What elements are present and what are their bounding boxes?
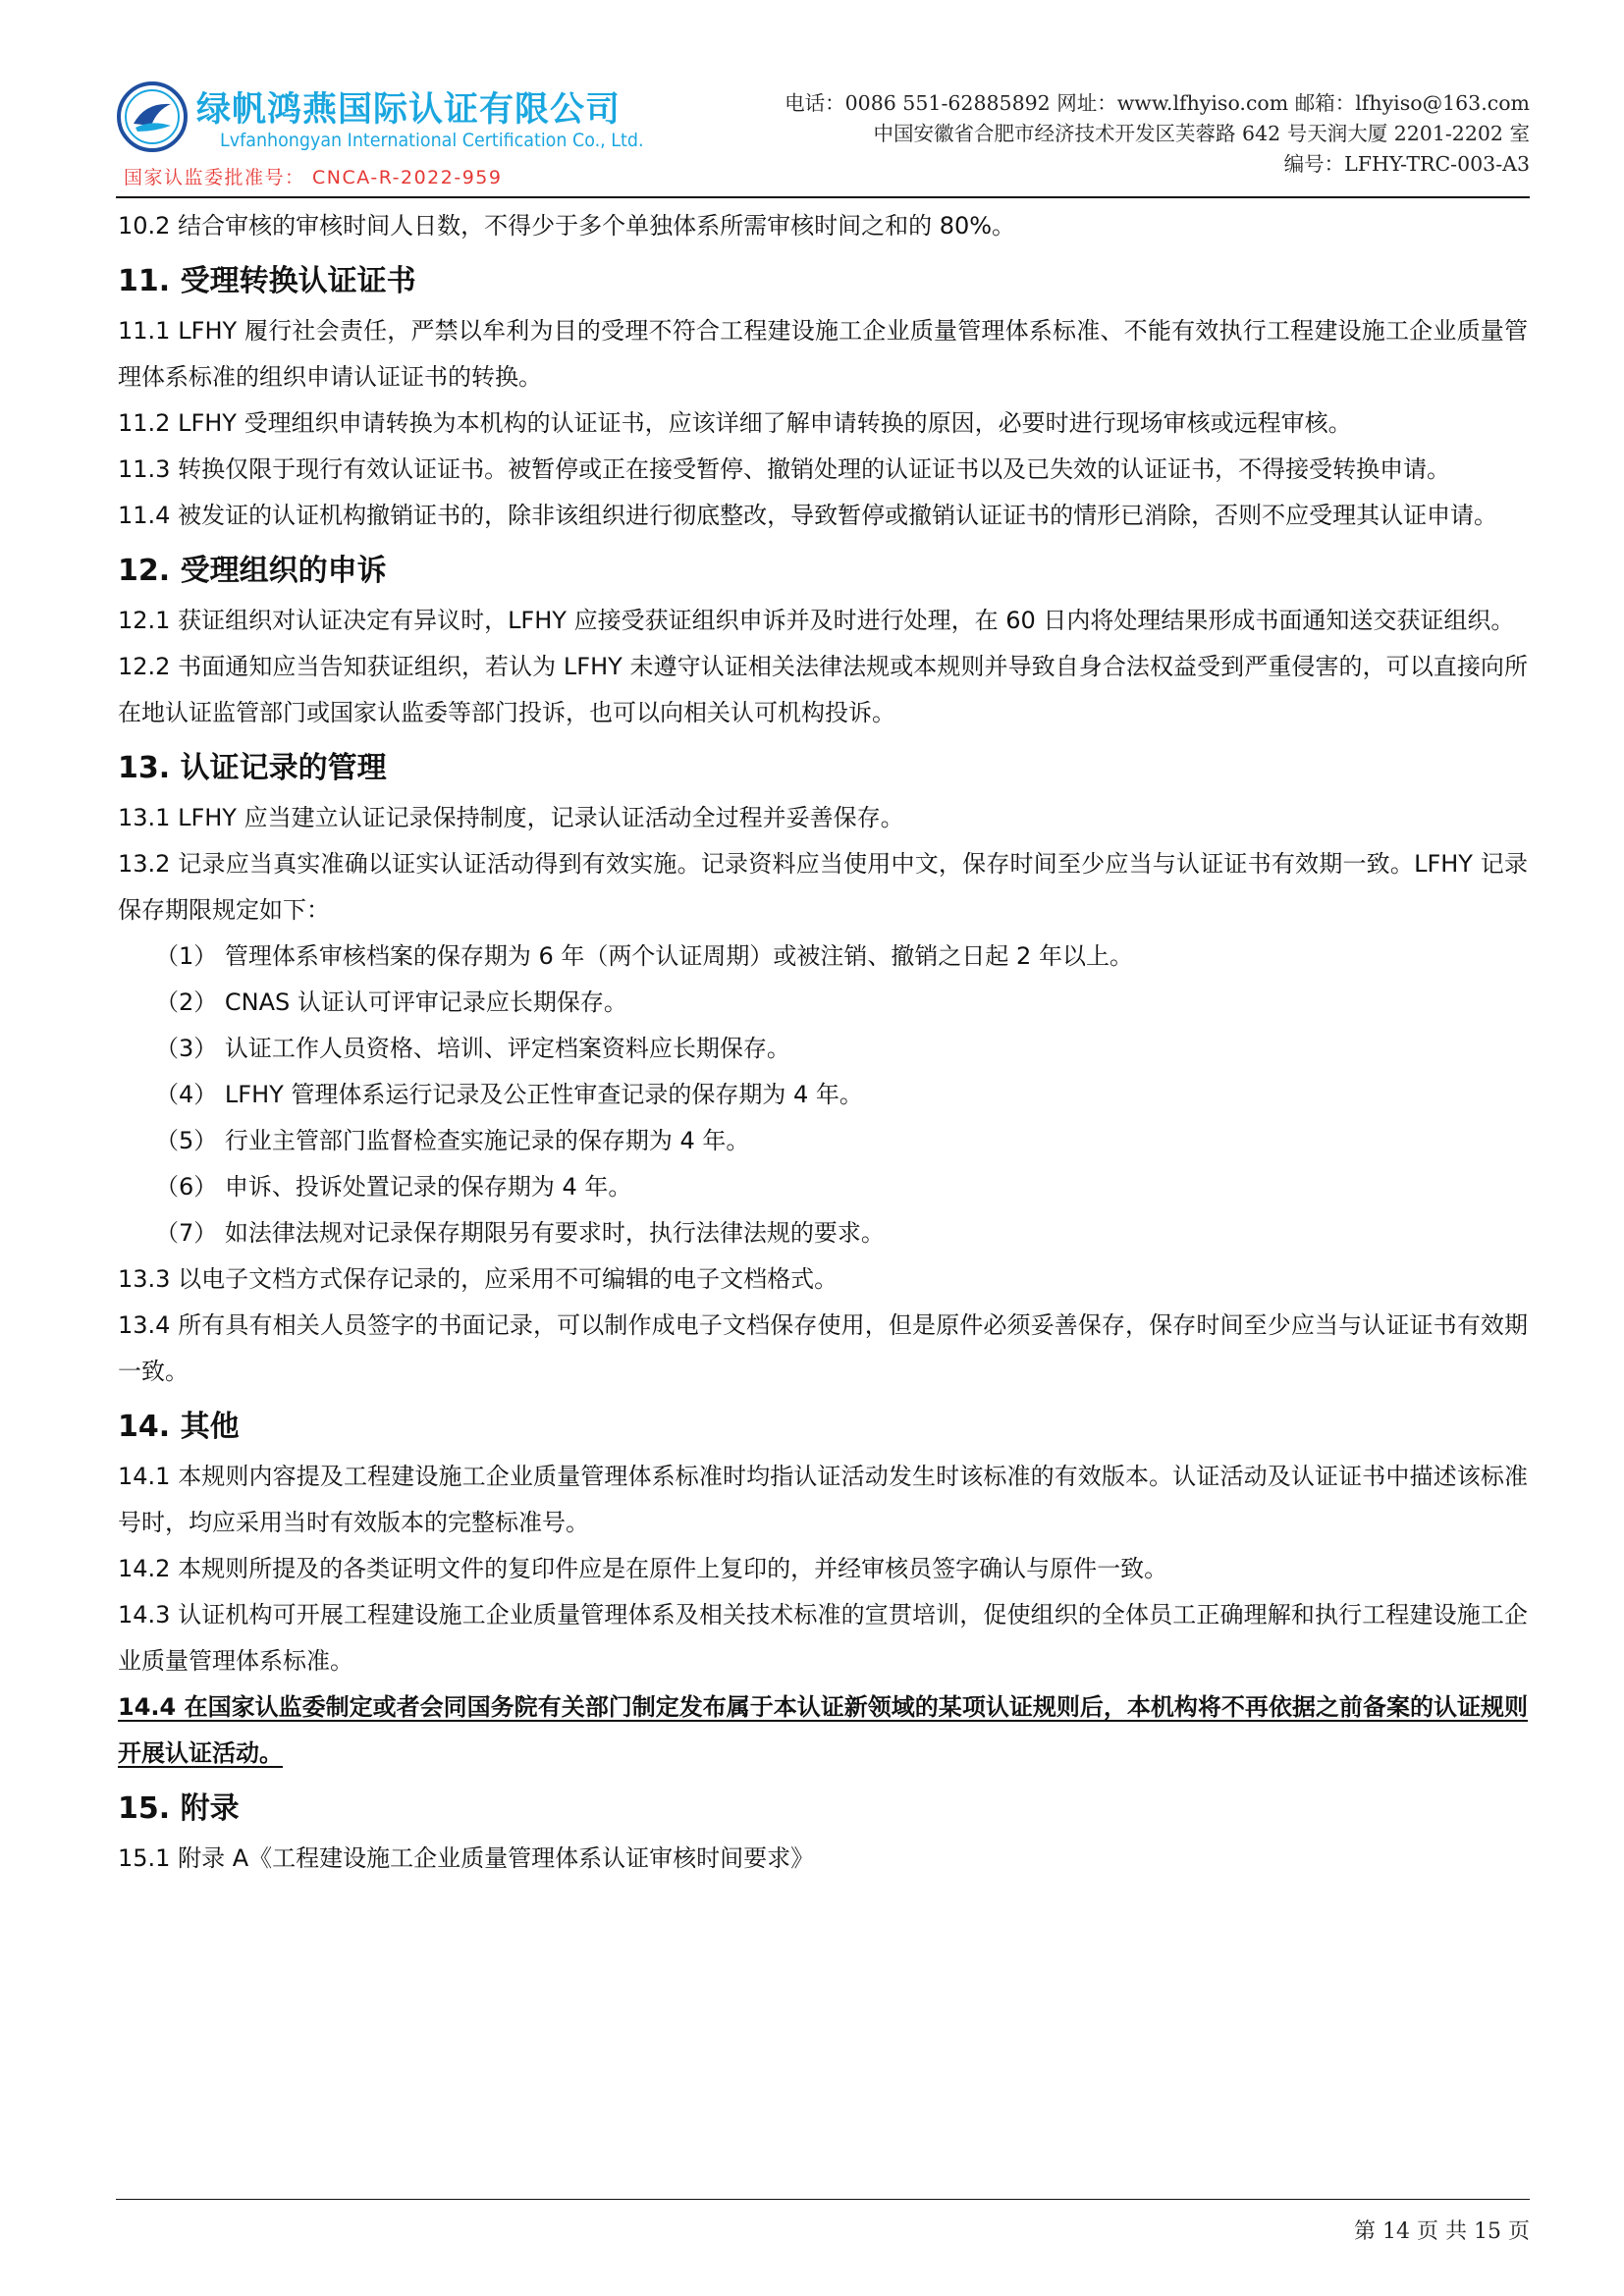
list-item: （5） 行业主管部门监督检查实施记录的保存期为 4 年。	[155, 1127, 750, 1154]
list-item: （3） 认证工作人员资格、培训、评定档案资料应长期保存。	[155, 1035, 790, 1062]
section-14-title: 14. 其他	[118, 1410, 240, 1444]
clause-12-1: 12.1 获证组织对认证决定有异议时，LFHY 应接受获证组织申诉并及时进行处理，在 60 日内将处理结果形成书面通知送交获证组织。	[118, 607, 1515, 634]
clause-14-2: 14.2 本规则所提及的各类证明文件的复印件应是在原件上复印的，并经审核员签字确认与原件一致。	[118, 1555, 1168, 1582]
footer-divider	[116, 2199, 1530, 2200]
clause-12-2: 12.2 书面通知应当告知获证组织，若认为 LFHY 未遵守认证相关法律法规或本规则并导致自身合法权益受到严重侵害的，可以直接向所在地认证监管部门或国家认监委等部门投诉，也可以向相关认可机构投诉。	[118, 653, 1528, 726]
clause-14-3: 14.3 认证机构可开展工程建设施工企业质量管理体系及相关技术标准的宣贯培训，促使组织的全体员工正确理解和执行工程建设施工企业质量管理体系标准。	[118, 1601, 1528, 1675]
header-divider	[116, 196, 1530, 198]
page-number: 第 14 页 共 15 页	[1354, 2219, 1530, 2244]
section-11-title: 11. 受理转换认证证书	[118, 264, 416, 298]
list-item: （6） 申诉、投诉处置记录的保存期为 4 年。	[155, 1173, 632, 1201]
clause-11-2: 11.2 LFHY 受理组织申请转换为本机构的认证证书，应该详细了解申请转换的原因，必要时进行现场审核或远程审核。	[118, 409, 1352, 437]
approval-number: 国家认监委批准号： CNCA-R-2022-959	[124, 167, 503, 188]
contact-line: 电话：0086 551-62885892 网址：www.lfhyiso.com 邮箱：lfhyiso@163.com	[785, 91, 1530, 115]
clause-15-1: 15.1 附录 A《工程建设施工企业质量管理体系认证审核时间要求》	[118, 1844, 815, 1872]
section-12-title: 12. 受理组织的申诉	[118, 554, 387, 588]
list-item: （4） LFHY 管理体系运行记录及公正性审查记录的保存期为 4 年。	[155, 1081, 863, 1108]
clause-10-2: 10.2 结合审核的审核时间人日数，不得少于多个单独体系所需审核时间之和的 80%。	[118, 212, 1016, 240]
section-15-title: 15. 附录	[118, 1791, 240, 1826]
clause-13-1: 13.1 LFHY 应当建立认证记录保持制度，记录认证活动全过程并妥善保存。	[118, 804, 904, 831]
clause-13-3: 13.3 以电子文档方式保存记录的，应采用不可编辑的电子文档格式。	[118, 1265, 839, 1293]
clause-14-4: 14.4 在国家认监委制定或者会同国务院有关部门制定发布属于本认证新领域的某项认证规则后，本机构将不再依据之前备案的认证规则开展认证活动。	[118, 1693, 1528, 1767]
clause-11-1: 11.1 LFHY 履行社会责任，严禁以牟利为目的受理不符合工程建设施工企业质量管理体系标准、不能有效执行工程建设施工企业质量管理体系标准的组织申请认证证书的转换。	[118, 317, 1528, 391]
clause-13-2: 13.2 记录应当真实准确以证实认证活动得到有效实施。记录资料应当使用中文，保存时间至少应当与认证证书有效期一致。LFHY 记录保存期限规定如下：	[118, 850, 1528, 924]
list-item: （7） 如法律法规对记录保存期限另有要求时，执行法律法规的要求。	[155, 1219, 885, 1247]
address-line: 中国安徽省合肥市经济技术开发区芙蓉路 642 号天润大厦 2201-2202 室	[873, 122, 1530, 145]
document-number: 编号：LFHY-TRC-003-A3	[1283, 152, 1530, 176]
company-name-en: Lvfanhongyan International Certification Co., Ltd.	[220, 130, 644, 151]
clause-14-1: 14.1 本规则内容提及工程建设施工企业质量管理体系标准时均指认证活动发生时该标准的有效版本。认证活动及认证证书中描述该标准号时，均应采用当时有效版本的完整标准号。	[118, 1463, 1528, 1536]
clause-11-4: 11.4 被发证的认证机构撤销证书的，除非该组织进行彻底整改，导致暂停或撤销认证证书的情形已消除，否则不应受理其认证申请。	[118, 502, 1498, 529]
clause-11-3: 11.3 转换仅限于现行有效认证证书。被暂停或正在接受暂停、撤销处理的认证证书以及已失效的认证证书，不得接受转换申请。	[118, 455, 1451, 483]
company-logo-icon	[116, 80, 189, 153]
document-header	[116, 69, 1530, 196]
company-name-cn: 绿帆鸿燕国际认证有限公司	[196, 90, 622, 130]
list-item: （1） 管理体系审核档案的保存期为 6 年（两个认证周期）或被注销、撤销之日起 2 年以上。	[155, 942, 1133, 970]
document-body	[118, 203, 1528, 1882]
list-item: （2） CNAS 认证认可评审记录应长期保存。	[155, 988, 627, 1016]
section-13-title: 13. 认证记录的管理	[118, 751, 387, 785]
clause-13-4: 13.4 所有具有相关人员签字的书面记录，可以制作成电子文档保存使用，但是原件必须妥善保存，保存时间至少应当与认证证书有效期一致。	[118, 1311, 1528, 1385]
contact-block	[785, 88, 1530, 180]
